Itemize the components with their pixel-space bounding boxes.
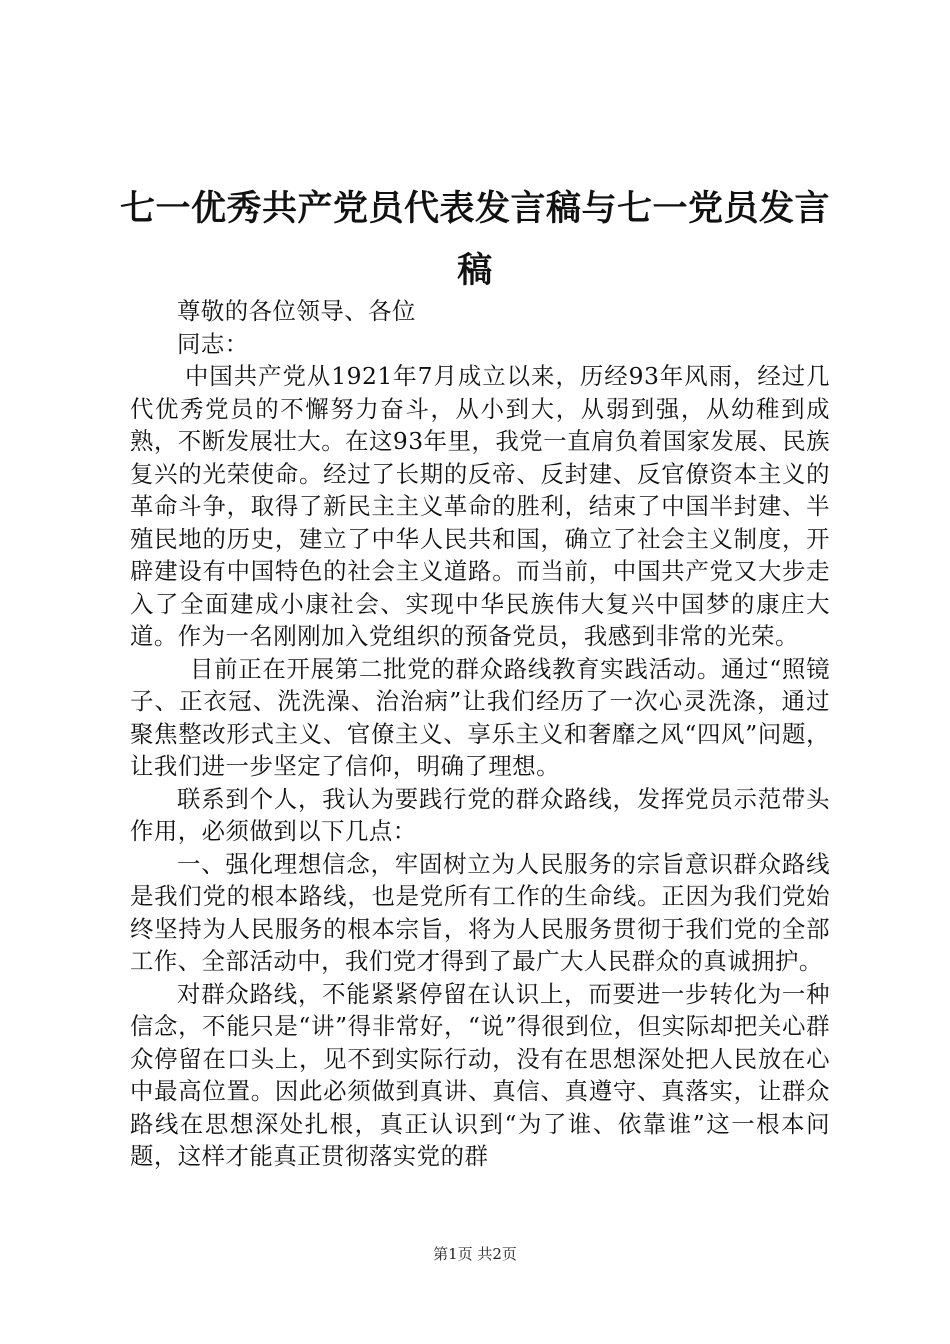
document-title: 七一优秀共产党员代表发言稿与七一党员发言稿 [119, 189, 830, 291]
salutation-line-1: 尊敬的各位领导、各位 [177, 297, 416, 325]
paragraph-campaign: 目前正在开展第二批党的群众路线教育实践活动。通过“照镜子、正衣冠、洗洗澡、治治病”让我们经历了一次心灵洗涤，通过聚焦整改形式主义、官僚主义、享乐主义和奢靡之风“四风”问题，让我们进一步坚定了信仰，明确了理想。 [130, 654, 830, 780]
page-number-footer: 第1页 共2页 [433, 1245, 517, 1263]
paragraph-point-one: 一、强化理想信念，牢固树立为人民服务的宗旨意识群众路线是我们党的根本路线，也是党所有工作的生命线。正因为我们党始终坚持为人民服务的根本宗旨，将为人民服务贯彻于我们党的全部工作、全部活动中，我们党才得到了最广大人民群众的真诚拥护。 [130, 849, 830, 975]
paragraph-history: 中国共产党从1921年7月成立以来，历经93年风雨，经过几代优秀党员的不懈努力奋斗，从小到大，从弱到强，从幼稚到成熟，不断发展壮大。在这93年里，我党一直肩负着国家发展、民族复兴的光荣使命。经过了长期的反帝、反封建、反官僚资本主义的革命斗争，取得了新民主主义革命的胜利，结束了中国半封建、半殖民地的历史，建立了中华人民共和国，确立了社会主义制度，开辟建设有中国特色的社会主义道路。而当前，中国共产党又大步走入了全面建成小康社会、实现中华民族伟大复兴中国梦的康庄大道。作为一名刚刚加入党组织的预备党员，我感到非常的光荣。 [130, 362, 830, 650]
document-body [130, 295, 830, 1173]
paragraph-personal: 联系到个人，我认为要践行党的群众路线，发挥党员示范带头作用，必须做到以下几点： [130, 784, 830, 845]
salutation-line-2: 同志： [177, 329, 249, 358]
paragraph-mass-line: 对群众路线，不能紧紧停留在认识上，而要进一步转化为一种信念，不能只是“讲”得非常好，“说”得很到位，但实际却把关心群众停留在口头上，见不到实际行动，没有在思想深处把人民放在心中最高位置。因此必须做到真讲、真信、真遵守、真落实，让群众路线在思想深处扎根，真正认识到“为了谁、依靠谁”这一根本问题，这样才能真正贯彻落实党的群 [130, 979, 830, 1170]
